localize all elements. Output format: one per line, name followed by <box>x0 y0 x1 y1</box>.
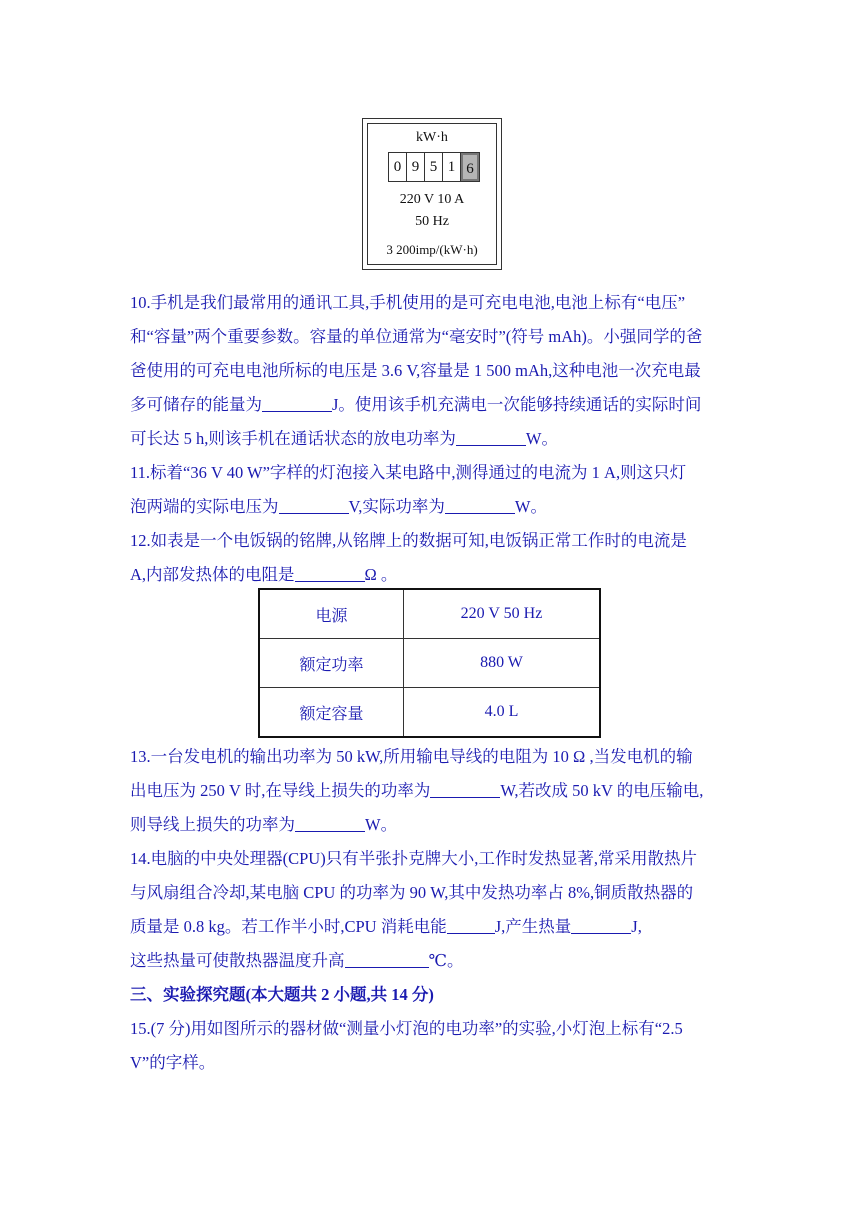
meter-imp: 3 200imp/(kW·h) <box>386 242 478 257</box>
answer-blank[interactable] <box>445 497 515 514</box>
q14-text: ℃。 <box>428 951 464 970</box>
section-heading: 三、实验探究题(本大题共 2 小题,共 14 分) <box>130 985 434 1004</box>
q11-line-2 <box>130 496 547 518</box>
table-key: 额定功率 <box>259 639 404 688</box>
answer-blank[interactable] <box>571 917 631 934</box>
q10-line-4 <box>130 394 701 416</box>
meter-frequency: 50 Hz <box>415 214 449 229</box>
q10-line-1: 10.手机是我们最常用的通讯工具,手机使用的是可充电电池,电池上标有“电压” <box>130 293 686 312</box>
meter-digit: 1 <box>443 153 461 181</box>
q14-text: 质量是 0.8 kg。若工作半小时,CPU 消耗电能 <box>130 917 447 936</box>
q10-line-2: 和“容量”两个重要参数。容量的单位通常为“毫安时”(符号 mAh)。小强同学的爸 <box>130 327 703 346</box>
answer-blank[interactable] <box>279 497 349 514</box>
q12-text: Ω 。 <box>364 565 398 584</box>
meter-rating: 220 V 10 A <box>399 192 465 207</box>
q11-text: 泡两端的实际电压为 <box>130 497 279 516</box>
q14-line-2: 与风扇组合冷却,某电脑 CPU 的功率为 90 W,其中发热功率占 8%,铜质散热器的 <box>130 883 694 902</box>
q10-text: J。使用该手机充满电一次能够持续通话的实际时间 <box>332 395 702 414</box>
q14-text: J, <box>631 917 642 936</box>
q14-line-3 <box>130 916 642 938</box>
meter-digit-decimal: 6 <box>461 153 479 181</box>
answer-blank[interactable] <box>447 917 495 934</box>
answer-blank[interactable] <box>295 565 365 582</box>
table-row <box>259 688 600 738</box>
q12-text: A,内部发热体的电阻是 <box>130 565 295 584</box>
q10-text: 多可储存的能量为 <box>130 395 262 414</box>
q11-text: V,实际功率为 <box>348 497 445 516</box>
q10-line-3: 爸使用的可充电电池所标的电压是 3.6 V,容量是 1 500 mAh,这种电池一次充电最 <box>130 361 701 380</box>
table-row <box>259 639 600 688</box>
q13-text: 出电压为 250 V 时,在导线上损失的功率为 <box>130 781 431 800</box>
q10-text: W。 <box>525 429 558 448</box>
q13-text: W,若改成 50 kV 的电压输电, <box>500 781 704 800</box>
q14-text: 这些热量可使散热器温度升高 <box>130 951 345 970</box>
meter-digit: 9 <box>407 153 425 181</box>
answer-blank[interactable] <box>262 395 332 412</box>
table-value: 880 W <box>404 639 601 688</box>
q14-line-1: 14.电脑的中央处理器(CPU)只有半张扑克牌大小,工作时发热显著,常采用散热片 <box>130 849 697 868</box>
table-key: 电源 <box>259 589 404 639</box>
q10-text: 可长达 5 h,则该手机在通话状态的放电功率为 <box>130 429 456 448</box>
meter-unit: kW·h <box>416 130 448 145</box>
q13-text: 则导线上损失的功率为 <box>130 815 295 834</box>
table-key: 额定容量 <box>259 688 404 738</box>
table-row <box>259 589 600 639</box>
electric-meter-figure <box>362 118 502 270</box>
answer-blank[interactable] <box>295 815 365 832</box>
q11-line-1: 11.标着“36 V 40 W”字样的灯泡接入某电路中,测得通过的电流为 1 A,则这只灯 <box>130 463 687 482</box>
meter-digit: 5 <box>425 153 443 181</box>
q13-line-1: 13.一台发电机的输出功率为 50 kW,所用输电导线的电阻为 10 Ω ,当发电机的输 <box>130 747 693 766</box>
q10-line-5 <box>130 428 558 450</box>
answer-blank[interactable] <box>456 429 526 446</box>
q12-line-2 <box>130 564 397 586</box>
q11-text: W。 <box>514 497 547 516</box>
answer-blank[interactable] <box>430 781 500 798</box>
meter-face <box>367 123 497 265</box>
q13-text: W。 <box>365 815 398 834</box>
q13-line-2 <box>130 780 703 802</box>
table-value: 4.0 L <box>404 688 601 738</box>
q15-line-1: 15.(7 分)用如图所示的器材做“测量小灯泡的电功率”的实验,小灯泡上标有“2.5 <box>130 1019 683 1038</box>
q14-line-4 <box>130 950 463 972</box>
q15-line-2: V”的字样。 <box>130 1053 216 1072</box>
meter-digit: 0 <box>389 153 407 181</box>
table-value: 220 V 50 Hz <box>404 589 601 639</box>
meter-digits <box>388 152 480 182</box>
q14-text: J,产生热量 <box>494 917 572 936</box>
answer-blank[interactable] <box>345 951 429 968</box>
q12-line-1: 12.如表是一个电饭锅的铭牌,从铭牌上的数据可知,电饭锅正常工作时的电流是 <box>130 531 687 550</box>
rice-cooker-nameplate-table <box>258 588 601 738</box>
q13-line-3 <box>130 814 397 836</box>
